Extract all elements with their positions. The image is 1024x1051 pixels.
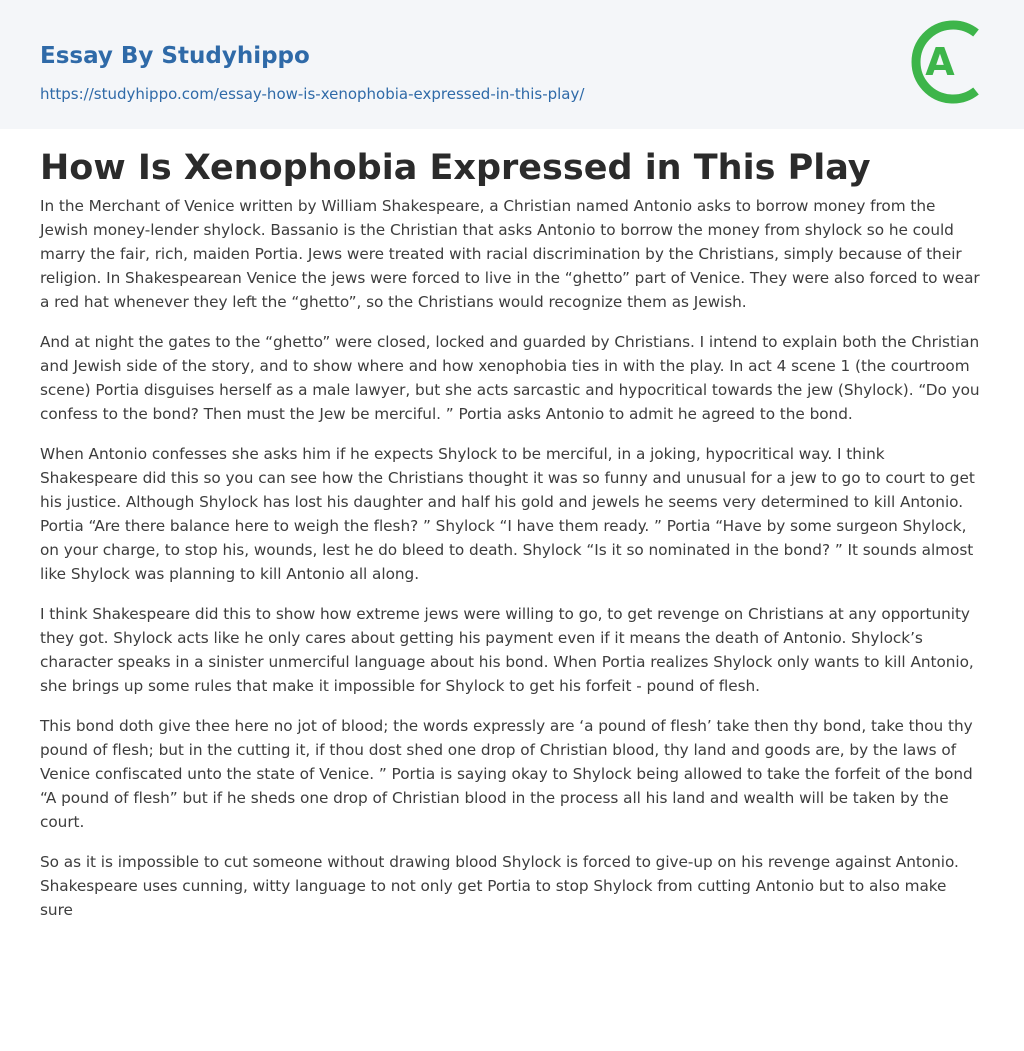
page-url-link[interactable]: https://studyhippo.com/essay-how-is-xenophobia-expressed-in-this-play/: [40, 85, 585, 103]
page-title: How Is Xenophobia Expressed in This Play: [40, 148, 871, 188]
paragraph: When Antonio confesses she asks him if he expects Shylock to be merciful, in a joking, hypocritical way. I think Shakespeare did this so you can see how the Christians thought it was so funny and unusual for a jew to go to court to get his justice. Although Shylock has lost his daughter and half his gold and jewels he seems very determined to kill Antonio. Portia “Are there balance here to weigh the flesh? ” Shylock “I have them ready. ” Portia “Have by some surgeon Shylock, on your charge, to stop his, wounds, lest he do bleed to death. Shylock “Is it so nominated in the bond? ” It sounds almost like Shylock was planning to kill Antonio all along.: [40, 445, 975, 583]
article-body: [40, 194, 984, 938]
paragraph: I think Shakespeare did this to show how extreme jews were willing to go, to get revenge on Christians at any opportunity they got. Shylock acts like he only cares about getting his payment even if it means the death of Antonio. Shylock’s character speaks in a sinister unmerciful language about his bond. When Portia realizes Shylock only wants to kill Antonio, she brings up some rules that make it impossible for Shylock to get his forfeit - pound of flesh.: [40, 605, 974, 695]
paragraph: So as it is impossible to cut someone without drawing blood Shylock is forced to give-up on his revenge against Antonio. Shakespeare uses cunning, witty language to not only get Portia to stop Shylock from cutting Antonio but to also make sure: [40, 853, 959, 919]
logo-letter: A: [925, 40, 955, 84]
site-header: [0, 0, 1024, 129]
paragraph: This bond doth give thee here no jot of blood; the words expressly are ‘a pound of flesh’ take then thy bond, take thou thy pound of flesh; but in the cutting it, if thou dost shed one drop of Christian blood, thy land and goods are, by the laws of Venice confiscated unto the state of Venice. ” Portia is saying okay to Shylock being allowed to take the forfeit of the bond “A pound of flesh” but if he sheds one drop of Christian blood in the process all his land and wealth will be taken by the court.: [40, 717, 973, 831]
studyhippo-logo-icon[interactable]: [910, 18, 988, 106]
site-title[interactable]: Essay By Studyhippo: [40, 43, 310, 69]
paragraph: And at night the gates to the “ghetto” were closed, locked and guarded by Christians. I intend to explain both the Christian and Jewish side of the story, and to show where and how xenophobia ties in with the play. In act 4 scene 1 (the courtroom scene) Portia disguises herself as a male lawyer, but she acts sarcastic and hypocritical towards the jew (Shylock). “Do you confess to the bond? Then must the Jew be merciful. ” Portia asks Antonio to admit he agreed to the bond.: [40, 333, 980, 423]
paragraph: In the Merchant of Venice written by William Shakespeare, a Christian named Antonio asks to borrow money from the Jewish money-lender shylock. Bassanio is the Christian that asks Antonio to borrow the money from shylock so he could marry the fair, rich, maiden Portia. Jews were treated with racial discrimination by the Christians, simply because of their religion. In Shakespearean Venice the jews were forced to live in the “ghetto” part of Venice. They were also forced to wear a red hat whenever they left the “ghetto”, so the Christians would recognize them as Jewish.: [40, 197, 980, 311]
